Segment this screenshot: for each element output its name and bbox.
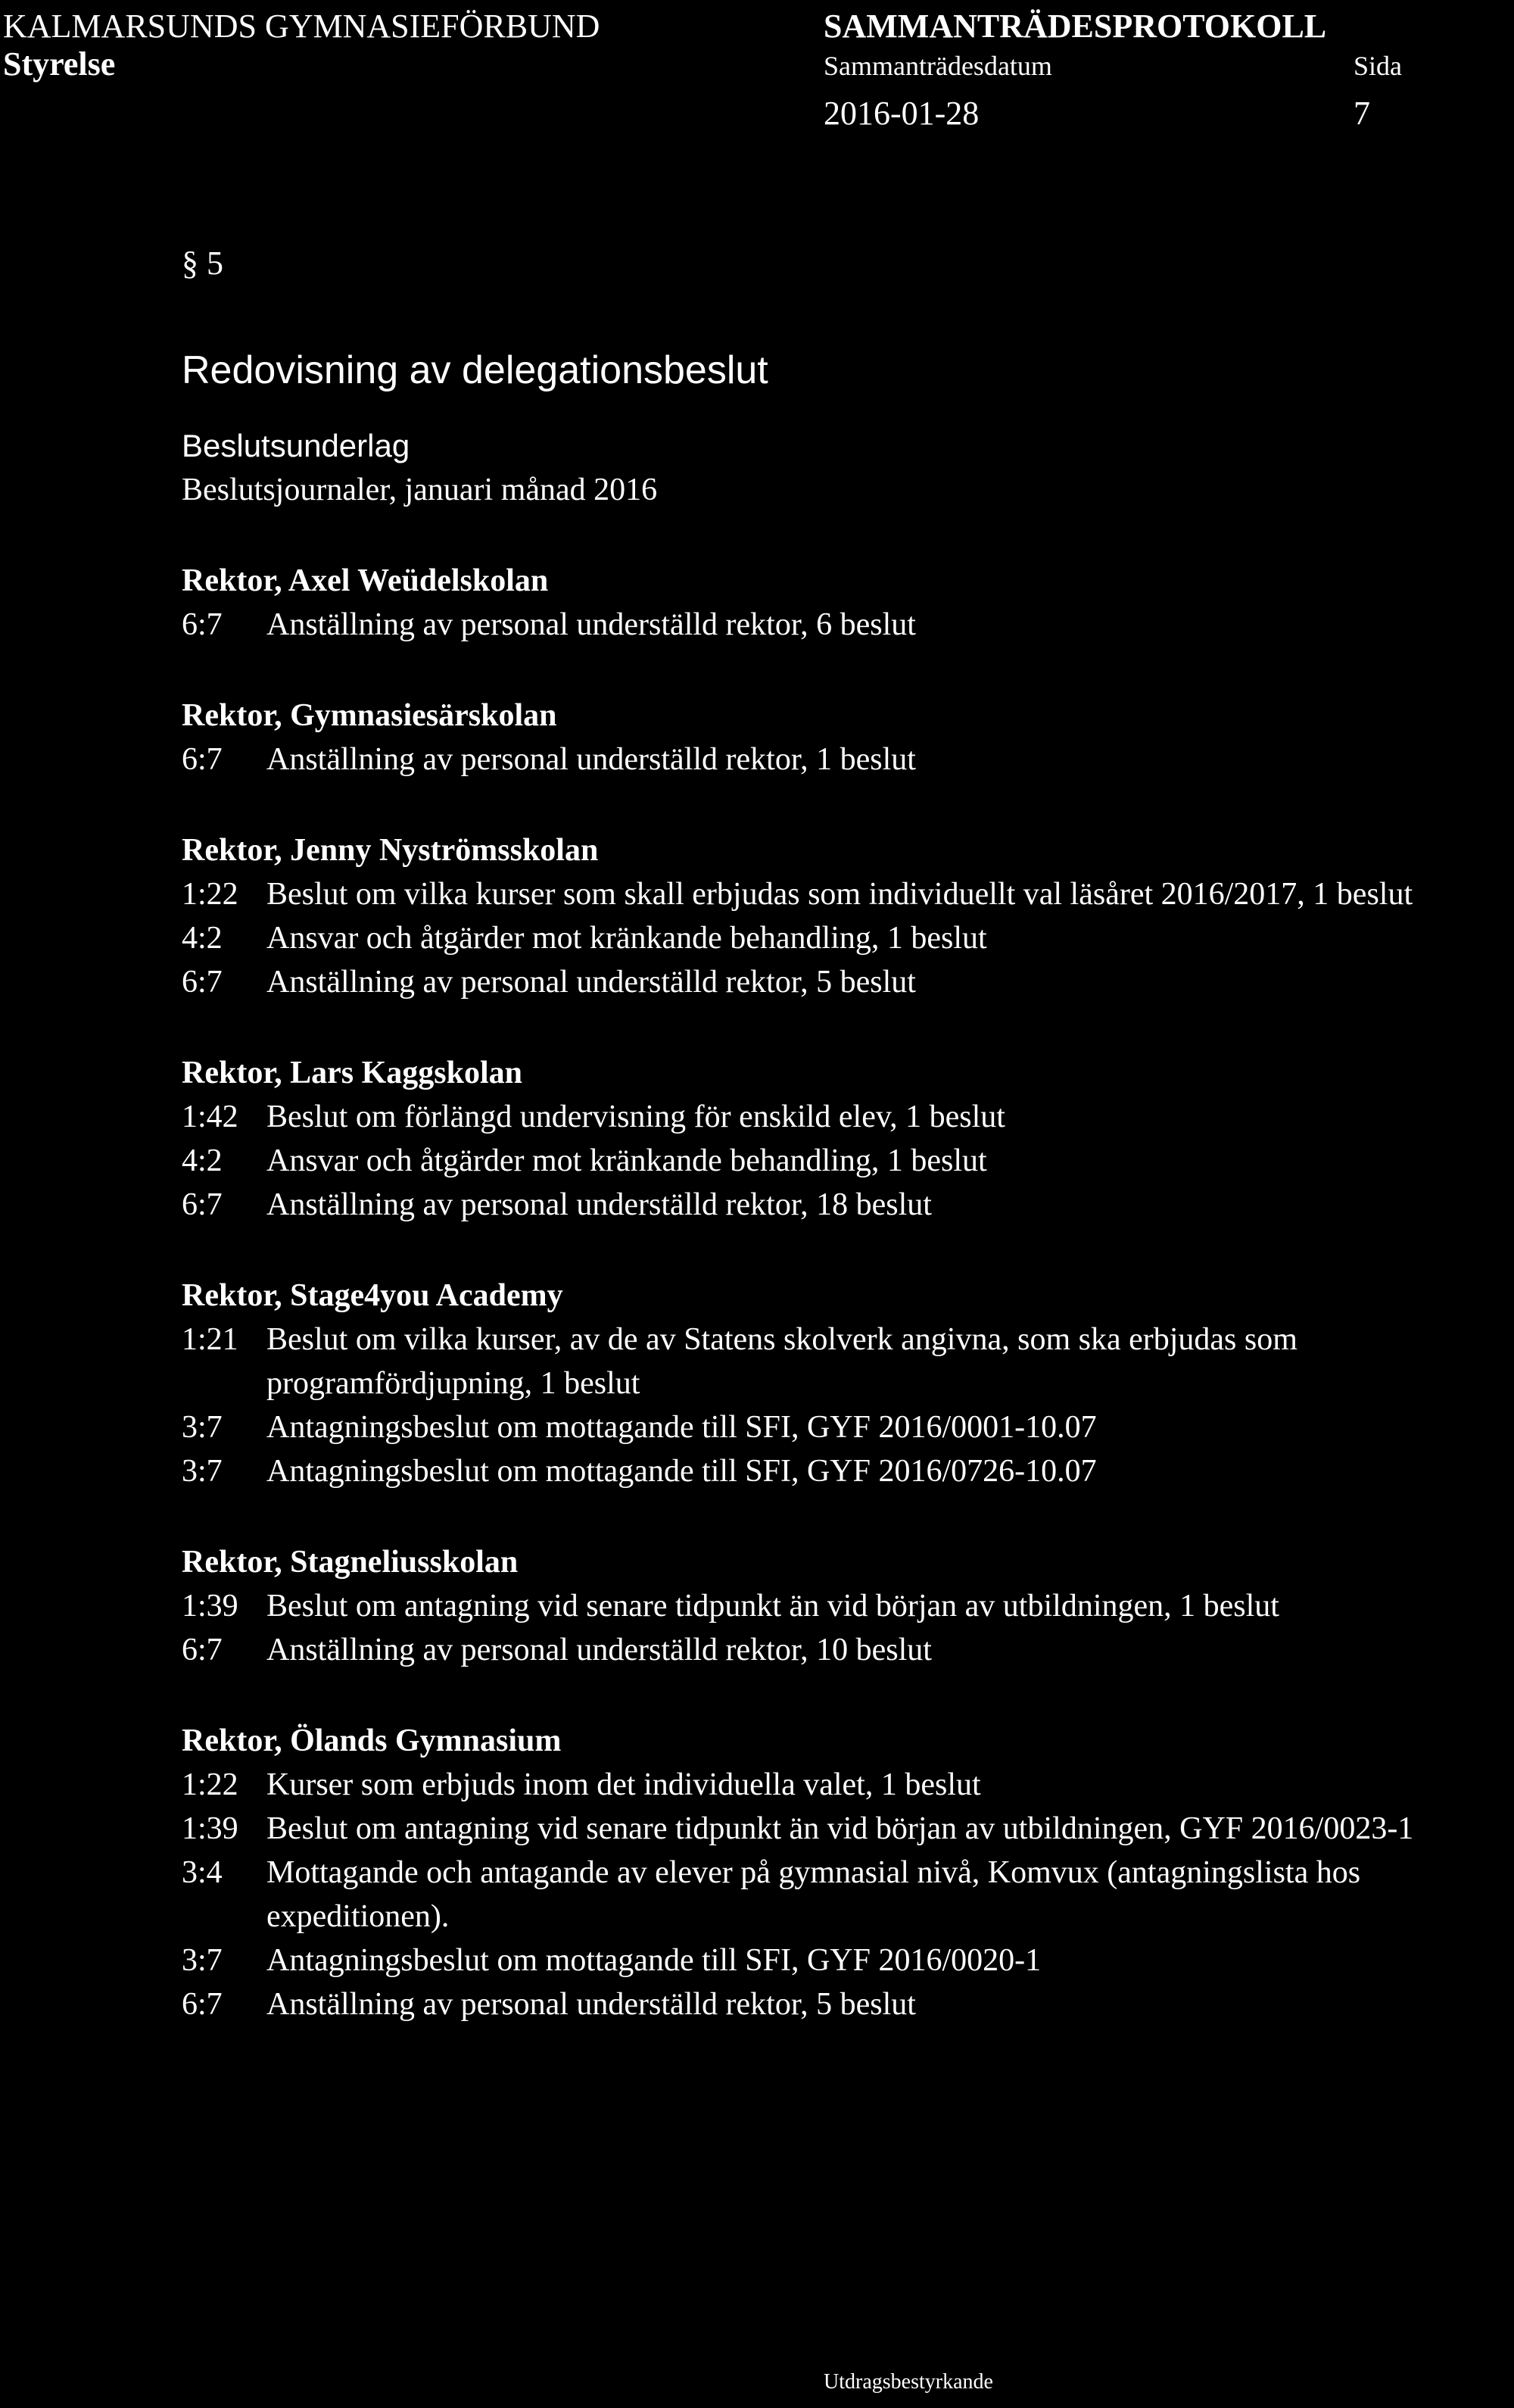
decision-text: Anställning av personal underställd rektor, 18 beslut: [266, 1187, 932, 1222]
decision-group: [182, 1540, 1514, 1672]
decision-text: Anställning av personal underställd rektor, 1 beslut: [266, 742, 916, 777]
decision-code: 6:7: [182, 1187, 223, 1222]
group-title: Rektor, Stage4you Academy: [182, 1278, 563, 1313]
decision-text: Ansvar och åtgärder mot kränkande behandling, 1 beslut: [266, 921, 987, 956]
date-label: Sammanträdesdatum: [824, 51, 1052, 81]
decision-code: 1:21: [182, 1322, 238, 1357]
decision-text: Antagningsbeslut om mottagande till SFI, GYF 2016/0726-10.07: [266, 1454, 1097, 1489]
group-title: Rektor, Jenny Nyströmsskolan: [182, 833, 599, 868]
decision-code: 4:2: [182, 921, 223, 956]
meeting-date: 2016-01-28: [824, 95, 980, 132]
decision-group: [182, 694, 1514, 781]
decision-text: Beslut om vilka kurser som skall erbjudas som individuellt val läsåret 2016/2017, 1 beslut: [266, 877, 1413, 912]
decision-item: [182, 872, 1514, 916]
board-name: Styrelse: [3, 45, 116, 83]
group-title: Rektor, Stagneliusskolan: [182, 1545, 519, 1580]
decision-item: [182, 1628, 1514, 1672]
decision-item: [182, 1095, 1514, 1139]
decision-group: [182, 559, 1514, 647]
decision-item: [182, 738, 1514, 781]
decision-item: [182, 1318, 1514, 1405]
decision-text: Anställning av personal underställd rektor, 5 beslut: [266, 965, 916, 1000]
header-left: [3, 8, 600, 83]
decision-item: [182, 603, 1514, 647]
group-title: Rektor, Axel Weüdelskolan: [182, 563, 549, 598]
document-type: SAMMANTRÄDESPROTOKOLL: [824, 8, 1327, 45]
decision-code: 3:7: [182, 1454, 223, 1489]
decision-text: Ansvar och åtgärder mot kränkande behandling, 1 beslut: [266, 1143, 987, 1178]
decision-text: Antagningsbeslut om mottagande till SFI, GYF 2016/0020-1: [266, 1943, 1042, 1978]
decision-text: Beslut om antagning vid senare tidpunkt än vid början av utbildningen, GYF 2016/0023-1: [266, 1811, 1414, 1846]
basis-label: Beslutsunderlag: [182, 428, 410, 463]
decision-group: [182, 1274, 1514, 1493]
decision-item: [182, 1939, 1514, 1982]
decision-group: [182, 1719, 1514, 2026]
meta-values: [824, 92, 1444, 135]
decision-item: [182, 960, 1514, 1004]
decision-text: Mottagande och antagande av elever på gymnasial nivå, Komvux (antagningslista hos expeditionen).: [266, 1855, 1361, 1934]
decision-text: Beslut om förlängd undervisning för enskild elev, 1 beslut: [266, 1100, 1005, 1134]
decision-item: [182, 1851, 1514, 1939]
decision-code: 3:7: [182, 1943, 223, 1978]
decision-code: 6:7: [182, 742, 223, 777]
decision-code: 1:42: [182, 1100, 238, 1134]
section-title: Redovisning av delegationsbeslut: [182, 348, 768, 392]
group-title: Rektor, Gymnasiesärskolan: [182, 698, 557, 733]
decision-group: [182, 1051, 1514, 1227]
header-right: [824, 8, 1444, 135]
decision-text: Kurser som erbjuds inom det individuella valet, 1 beslut: [266, 1767, 981, 1802]
decision-item: [182, 1763, 1514, 1807]
group-title: Rektor, Lars Kaggskolan: [182, 1056, 523, 1090]
basis-text: Beslutsjournaler, januari månad 2016: [182, 473, 658, 507]
decision-item: [182, 1183, 1514, 1227]
decision-code: 1:22: [182, 1767, 238, 1802]
decision-item: [182, 1807, 1514, 1851]
decision-code: 3:7: [182, 1410, 223, 1445]
decision-item: [182, 1584, 1514, 1628]
decision-item: [182, 1449, 1514, 1493]
decision-text: Antagningsbeslut om mottagande till SFI, GYF 2016/0001-10.07: [266, 1410, 1097, 1445]
meta-labels: [824, 47, 1444, 85]
decision-code: 1:39: [182, 1589, 238, 1624]
section-number: § 5: [182, 245, 223, 282]
decision-item: [182, 1405, 1514, 1449]
decision-text: Beslut om antagning vid senare tidpunkt än vid början av utbildningen, 1 beslut: [266, 1589, 1279, 1624]
decision-code: 6:7: [182, 1987, 223, 2022]
organization-name: KALMARSUNDS GYMNASIEFÖRBUND: [3, 8, 600, 45]
decision-code: 4:2: [182, 1143, 223, 1178]
decision-code: 6:7: [182, 607, 223, 642]
decision-item: [182, 916, 1514, 960]
decision-item: [182, 1982, 1514, 2026]
footer-certification: Utdragsbestyrkande: [824, 2370, 993, 2394]
page-number: 7: [1354, 95, 1370, 132]
decision-groups: [182, 559, 1514, 2026]
decision-code: 1:39: [182, 1811, 238, 1846]
protocol-content: [182, 242, 1514, 2026]
decision-text: Anställning av personal underställd rektor, 5 beslut: [266, 1987, 916, 2022]
page-label: Sida: [1354, 51, 1403, 81]
decision-text: Beslut om vilka kurser, av de av Statens skolverk angivna, som ska erbjudas som programfördjupning, 1 beslut: [266, 1322, 1297, 1401]
decision-text: Anställning av personal underställd rektor, 6 beslut: [266, 607, 916, 642]
group-title: Rektor, Ölands Gymnasium: [182, 1723, 562, 1758]
decision-group: [182, 828, 1514, 1004]
decision-code: 1:22: [182, 877, 238, 912]
decision-code: 6:7: [182, 965, 223, 1000]
decision-item: [182, 1139, 1514, 1183]
decision-code: 6:7: [182, 1633, 223, 1667]
decision-text: Anställning av personal underställd rektor, 10 beslut: [266, 1633, 932, 1667]
decision-code: 3:4: [182, 1855, 223, 1890]
